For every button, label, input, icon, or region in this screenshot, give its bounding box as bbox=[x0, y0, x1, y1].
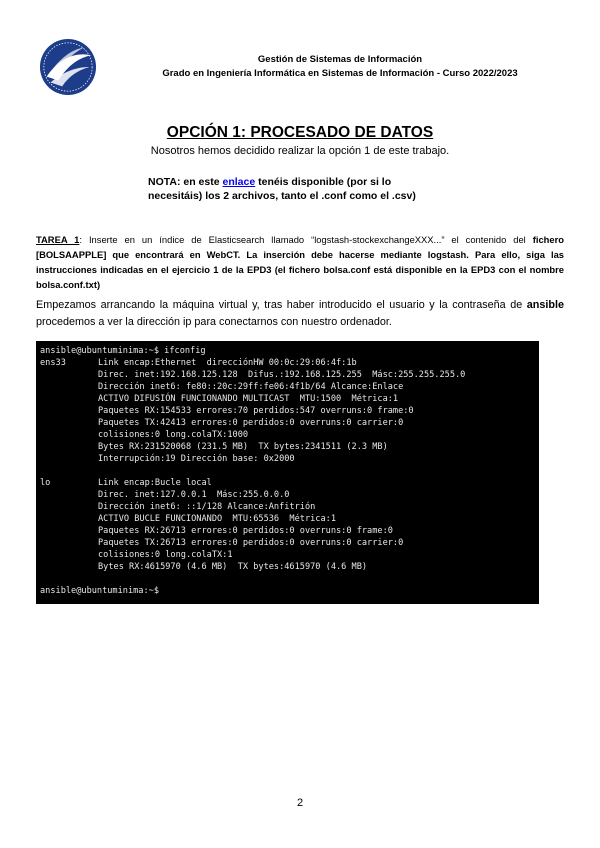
paragraph-text-start: Empezamos arrancando la máquina virtual y, tras haber introducido el usuario y la contraseña de bbox=[36, 299, 527, 311]
terminal-line: Paquetes RX:26713 errores:0 perdidos:0 overruns:0 frame:0 bbox=[98, 526, 393, 536]
page-title: OPCIÓN 1: PROCESADO DE DATOS bbox=[166, 124, 434, 141]
header-subject: Gestión de Sistemas de Información bbox=[257, 54, 423, 65]
interface-name-lo: lo bbox=[40, 478, 51, 488]
terminal-line: Direc. inet:192.168.125.128 Difus.:192.168.125.255 Másc:255.255.255.0 bbox=[98, 370, 466, 380]
task-label: TAREA 1 bbox=[36, 234, 80, 245]
terminal-line: Dirección inet6: ::1/128 Alcance:Anfitrión bbox=[98, 502, 316, 512]
header-degree: Grado en Ingeniería Informática en Sistemas de Información - Curso 2022/2023 bbox=[162, 68, 518, 79]
terminal-line: ACTIVO DIFUSIÓN FUNCIONANDO MULTICAST MTU:1500 Métrica:1 bbox=[98, 394, 399, 404]
terminal-line: Interrupción:19 Dirección base: 0x2000 bbox=[98, 454, 295, 464]
paragraph-text-end: procedemos a ver la dirección ip para conectarnos con nuestro ordenador. bbox=[36, 316, 392, 328]
body-paragraph bbox=[36, 297, 564, 331]
terminal-line: Direc. inet:127.0.0.1 Másc:255.0.0.0 bbox=[98, 490, 290, 500]
task-text: : Inserte en un índice de Elasticsearch llamado “logstash-stockexchangeXXX...” el contenido del bbox=[79, 234, 533, 245]
interface-name-ens33: ens33 bbox=[40, 358, 66, 368]
note-text-start: NOTA: en este bbox=[148, 176, 223, 188]
terminal-line: Dirección inet6: fe80::20c:29ff:fe06:4f1b/64 Alcance:Enlace bbox=[98, 382, 404, 392]
terminal-screenshot bbox=[36, 341, 539, 604]
download-link[interactable]: enlace bbox=[222, 176, 256, 188]
terminal-line: Bytes RX:4615970 (4.6 MB) TX bytes:4615970 (4.6 MB) bbox=[98, 562, 368, 572]
note-block bbox=[148, 175, 438, 203]
terminal-line: colisiones:0 long.colaTX:1 bbox=[98, 550, 233, 560]
note-text-end: tenéis disponible (por si lo necesitáis) los 2 archivos, tanto el .conf como el .csv) bbox=[148, 176, 416, 202]
task-text-bold: fichero [BOLSAAPPLE] que encontrará en WebCT. La inserción debe hacerse mediante logstash. Para ello, siga las instrucciones indicadas en el ejercicio 1 de la EPD3 (el fichero bolsa.conf está disponible en la EPD3 con el nombre bolsa.conf.txt) bbox=[36, 234, 564, 290]
terminal-line: colisiones:0 long.colaTX:1000 bbox=[98, 430, 249, 440]
terminal-command: ansible@ubuntuminima:~$ ifconfig bbox=[40, 346, 206, 356]
terminal-line: Link encap:Bucle local bbox=[98, 478, 212, 488]
terminal-line: Link encap:Ethernet direcciónHW 00:0c:29:06:4f:1b bbox=[98, 358, 357, 368]
page-number: 2 bbox=[296, 797, 304, 809]
paragraph-username: ansible bbox=[526, 299, 564, 311]
terminal-line: Paquetes TX:42413 errores:0 perdidos:0 overruns:0 carrier:0 bbox=[98, 418, 404, 428]
terminal-line: Bytes RX:231520068 (231.5 MB) TX bytes:2341511 (2.3 MB) bbox=[98, 442, 388, 452]
task-description bbox=[36, 232, 564, 292]
terminal-line: Paquetes TX:26713 errores:0 perdidos:0 overruns:0 carrier:0 bbox=[98, 538, 404, 548]
terminal-line: Paquetes RX:154533 errores:70 perdidos:547 overruns:0 frame:0 bbox=[98, 406, 414, 416]
university-logo-icon bbox=[39, 38, 97, 96]
terminal-prompt: ansible@ubuntuminima:~$ bbox=[40, 586, 159, 596]
terminal-line: ACTIVO BUCLE FUNCIONANDO MTU:65536 Métrica:1 bbox=[98, 514, 336, 524]
intro-text: Nosotros hemos decidido realizar la opción 1 de este trabajo. bbox=[150, 145, 450, 157]
